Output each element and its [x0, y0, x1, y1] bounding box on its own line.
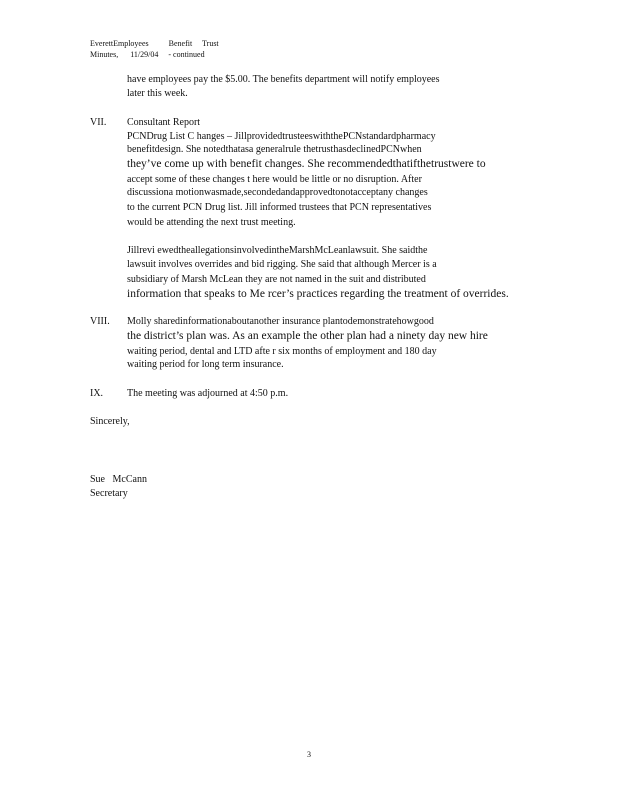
paragraph-line: The meeting was adjourned at 4:50 p.m. [127, 388, 289, 399]
signatory-title: Secretary [90, 488, 128, 499]
paragraph-line: Molly sharedinformationaboutanother insurance plantodemonstratehowgood [127, 316, 434, 327]
section-number: VIII. [90, 316, 110, 327]
paragraph-line: PCNDrug List C hanges – JillprovidedtrusteeswiththePCNstandardpharmacy [127, 131, 436, 142]
continuation-line: have employees pay the $5.00. The benefits department will notify employees [127, 74, 440, 85]
paragraph-line: waiting period, dental and LTD afte r six months of employment and 180 day [127, 346, 437, 357]
page-number: 3 [307, 750, 311, 759]
paragraph-line: waiting period for long term insurance. [127, 359, 284, 370]
paragraph-line: accept some of these changes t here would be little or no disruption. After [127, 174, 422, 185]
paragraph-line: benefitdesign. She notedthatasa generalrule thetrusthasdeclinedPCNwhen [127, 144, 422, 155]
paragraph-line: would be attending the next trust meeting. [127, 217, 296, 228]
paragraph-line: lawsuit involves overrides and bid rigging. She said that although Mercer is a [127, 259, 437, 270]
section-title: Consultant Report [127, 117, 201, 128]
paragraph-line: subsidiary of Marsh McLean they are not named in the suit and distributed [127, 274, 426, 285]
paragraph-line: information that speaks to Me rcer’s practices regarding the treatment of overrides. [127, 288, 509, 300]
section-number: VII. [90, 117, 107, 128]
paragraph-line: the district’s plan was. As an example the other plan had a ninety day new hire [127, 330, 488, 342]
paragraph-line: to the current PCN Drug list. Jill informed trustees that PCN representatives [127, 202, 432, 213]
paragraph-line: they’ve come up with benefit changes. She recommendedthatifthetrustwere to [127, 158, 486, 170]
paragraph-line: discussiona motionwasmade,secondedandapprovedtonotacceptany changes [127, 187, 428, 198]
section-number: IX. [90, 388, 104, 399]
header-title: EverettEmployees Benefit Trust [90, 39, 219, 48]
header-subtitle: Minutes, 11/29/04 - continued [90, 50, 205, 59]
continuation-line: later this week. [127, 88, 188, 99]
signatory-name: Sue McCann [90, 474, 147, 485]
document-header [90, 38, 219, 60]
closing-salutation: Sincerely, [90, 416, 130, 427]
paragraph-line: Jillrevi ewedtheallegationsinvolvedintheMarshMcLeanlawsuit. She saidthe [127, 245, 428, 256]
